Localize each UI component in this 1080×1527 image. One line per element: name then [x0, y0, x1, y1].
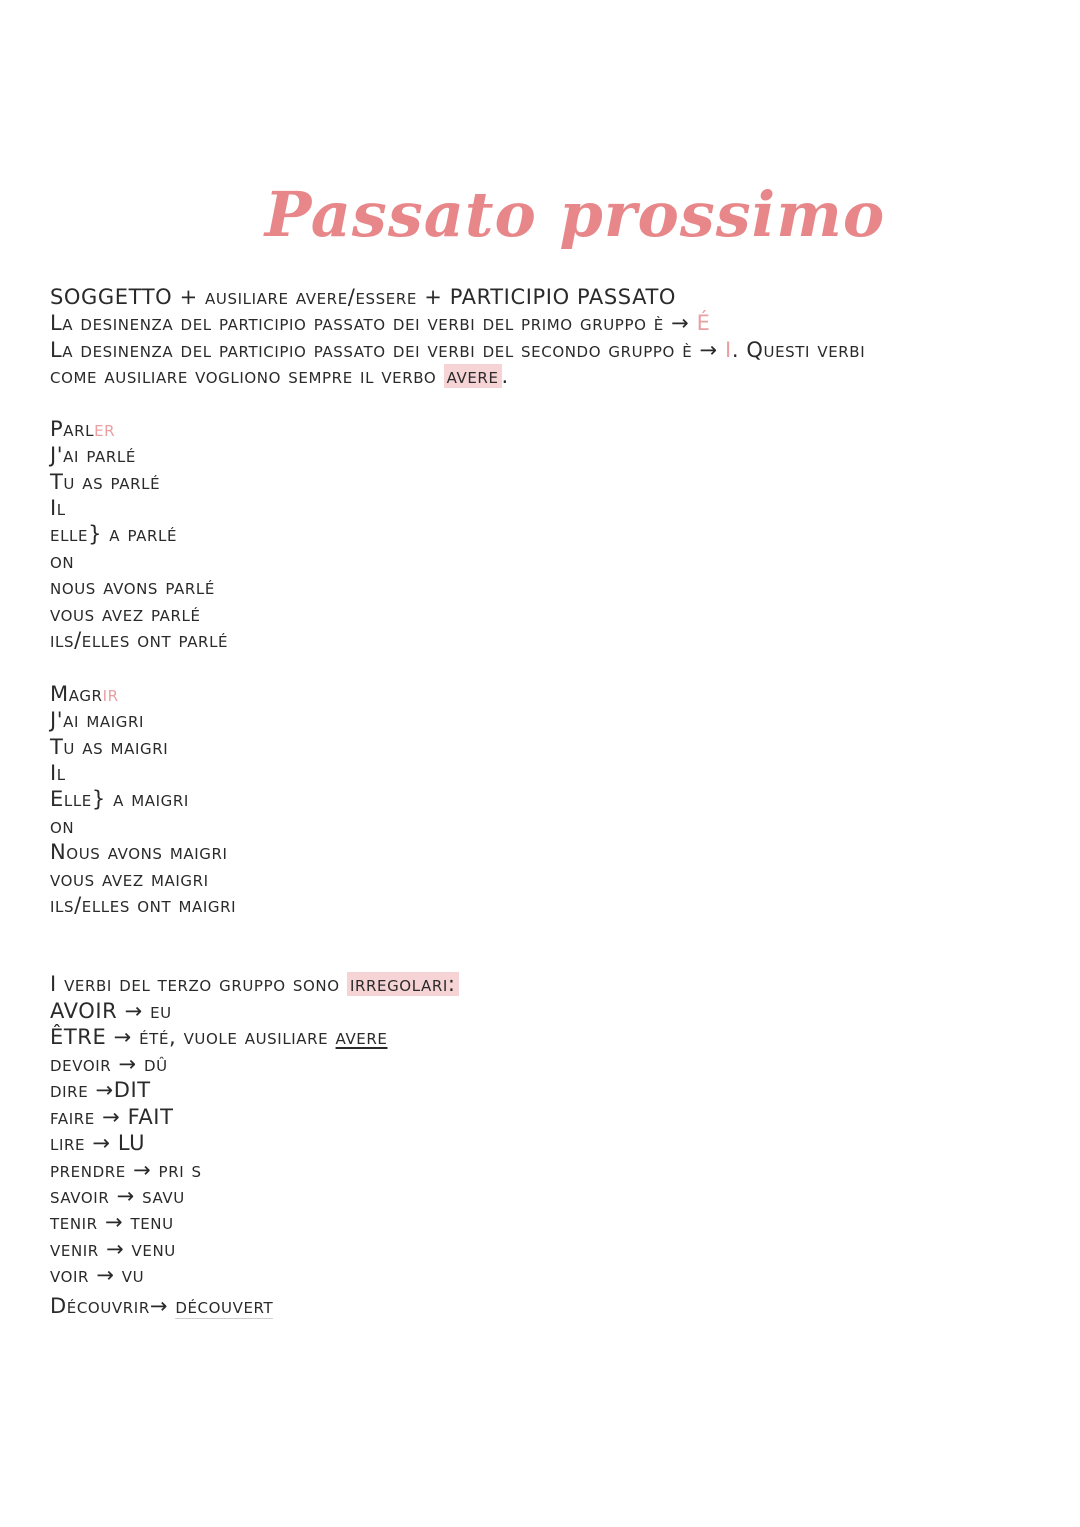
irregular-etre-text: ÊTRE → été, vuole ausiliare	[50, 1025, 329, 1049]
highlight-irregolari: irregolari:	[347, 972, 459, 996]
conjugation-line: J'ai maigri	[50, 708, 145, 732]
rule-second-group	[50, 337, 865, 363]
irregular-item: faire → FAIT	[50, 1105, 174, 1129]
irregular-intro	[50, 971, 459, 997]
page-title: Passato prossimo	[264, 178, 886, 251]
rule-second-group-text: La desinenza del participio passato dei verbi del secondo gruppo è →	[50, 338, 718, 362]
underline-avere: avere	[335, 1025, 388, 1049]
irregular-item: lire → LU	[50, 1131, 146, 1155]
irregular-item: tenir → tenu	[50, 1210, 174, 1234]
verb-ending: ir	[102, 682, 119, 706]
irregular-item: dire →DIT	[50, 1078, 151, 1102]
rule-auxiliary-text: come ausiliare vogliono sempre il verbo	[50, 364, 437, 388]
conjugation-line: Il	[50, 496, 66, 520]
underline-decouvert: découvert	[175, 1294, 274, 1318]
rule-first-group-text: La desinenza del participio passato dei verbi del primo gruppo è →	[50, 311, 690, 335]
rule-second-group-rest: . Questi verbi	[731, 338, 866, 362]
conjugation-line: J'ai parlé	[50, 443, 136, 467]
irregular-item: venir → venu	[50, 1237, 176, 1261]
conjugation-line: on	[50, 549, 75, 573]
conjugation-line: ils/elles ont parlé	[50, 628, 229, 652]
conjugation-line: Nous avons maigri	[50, 840, 228, 864]
conjugation-line: Tu as maigri	[50, 735, 169, 759]
conjugation-line: on	[50, 814, 75, 838]
irregular-item-decouvrir	[50, 1293, 273, 1319]
verb-stem: Parl	[50, 417, 95, 441]
verb-stem: Magr	[50, 682, 103, 706]
irregular-item: voir → vu	[50, 1263, 145, 1287]
rule-auxiliary	[50, 363, 509, 389]
formula-line: SOGGETTO + ausiliare avere/essere + PARTICIPIO PASSATO	[50, 285, 677, 309]
irregular-item: savoir → savu	[50, 1184, 185, 1208]
conjugation-line: ils/elles ont maigri	[50, 893, 237, 917]
conjugation-line: vous avez maigri	[50, 867, 209, 891]
conjugation-line: Tu as parlé	[50, 470, 161, 494]
irregular-item: prendre → pri s	[50, 1158, 202, 1182]
verb-ending: er	[94, 417, 116, 441]
rule-second-group-ending: I	[725, 338, 732, 362]
conjugation-line: Elle} a maigri	[50, 787, 189, 811]
irregular-item-etre	[50, 1024, 388, 1050]
verb-heading-parler	[50, 416, 115, 442]
conjugation-line: vous avez parlé	[50, 602, 201, 626]
conjugation-line: nous avons parlé	[50, 575, 215, 599]
irregular-item: AVOIR → eu	[50, 999, 172, 1023]
irregular-intro-text: I verbi del terzo gruppo sono	[50, 972, 340, 996]
conjugation-line: elle} a parlé	[50, 522, 178, 546]
highlight-avere: avere	[444, 364, 502, 388]
conjugation-line: Il	[50, 761, 66, 785]
rule-first-group-ending: É	[696, 311, 711, 335]
verb-heading-maigrir	[50, 681, 119, 707]
irregular-decouvrir-text: Découvrir→	[50, 1294, 169, 1318]
rule-auxiliary-end: .	[501, 364, 509, 388]
irregular-item: devoir → dû	[50, 1052, 168, 1076]
rule-first-group	[50, 310, 710, 336]
